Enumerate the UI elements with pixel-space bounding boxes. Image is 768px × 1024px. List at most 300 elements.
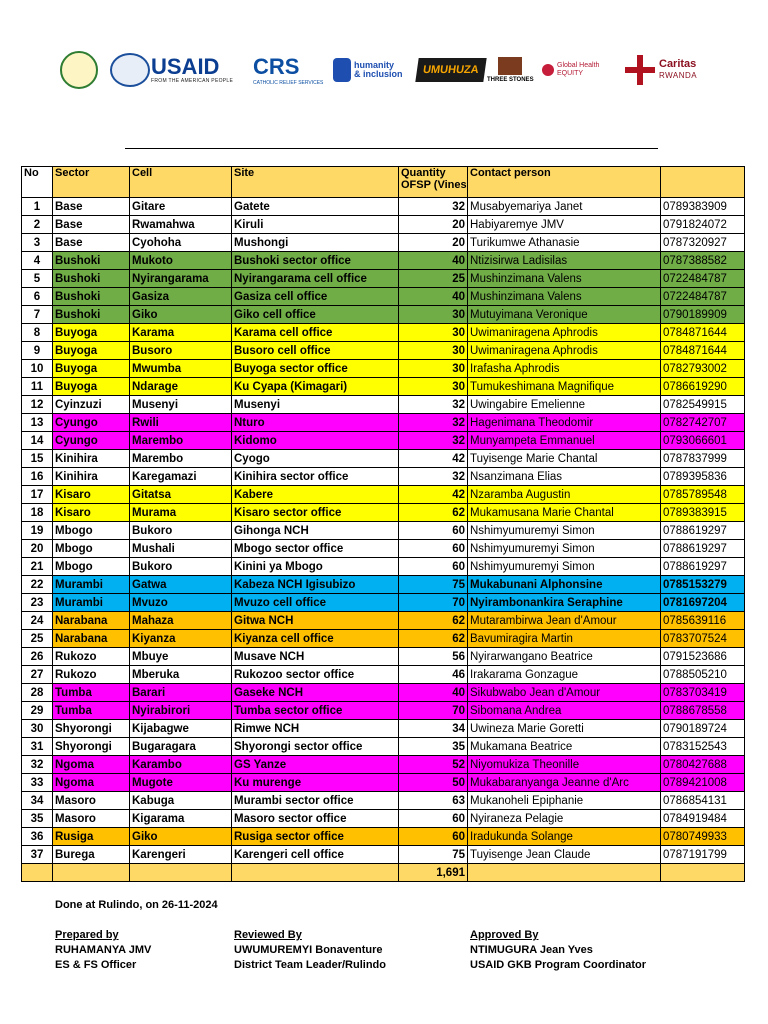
cell-sector: Ngoma bbox=[53, 774, 130, 792]
cell-phone: 0789383915 bbox=[661, 504, 745, 522]
crs-logo bbox=[253, 48, 323, 92]
cell-no: 8 bbox=[22, 324, 53, 342]
cell-no: 2 bbox=[22, 216, 53, 234]
cell-qty: 20 bbox=[399, 216, 468, 234]
cell-phone: 0784871644 bbox=[661, 342, 745, 360]
ghe-text-2: EQUITY bbox=[557, 70, 584, 77]
cell-site: Musave NCH bbox=[232, 648, 399, 666]
cell-qty: 63 bbox=[399, 792, 468, 810]
cell-qty: 42 bbox=[399, 450, 468, 468]
cell-site: Nyirangarama cell office bbox=[232, 270, 399, 288]
cell-phone: 0788619297 bbox=[661, 558, 745, 576]
cell-site: Kinihira sector office bbox=[232, 468, 399, 486]
table-row bbox=[22, 720, 745, 738]
cell-contact: Mukamusana Marie Chantal bbox=[468, 504, 661, 522]
cell-sector: Tumba bbox=[53, 684, 130, 702]
cell-sector: Shyorongi bbox=[53, 738, 130, 756]
table-row bbox=[22, 612, 745, 630]
cell-phone: 0782742707 bbox=[661, 414, 745, 432]
table-row bbox=[22, 738, 745, 756]
table-row bbox=[22, 198, 745, 216]
cell-contact: Nshimyumuremyi Simon bbox=[468, 522, 661, 540]
header-phone bbox=[661, 167, 745, 198]
cell-no: 16 bbox=[22, 468, 53, 486]
cell-no: 30 bbox=[22, 720, 53, 738]
cell-no: 18 bbox=[22, 504, 53, 522]
cell-contact: Mukanoheli Epiphanie bbox=[468, 792, 661, 810]
cell-contact: Mutarambirwa Jean d'Amour bbox=[468, 612, 661, 630]
table-row bbox=[22, 288, 745, 306]
approved-name: NTIMUGURA Jean Yves bbox=[470, 944, 593, 956]
header-quantity-line1: Quantity bbox=[401, 167, 446, 179]
cell-cell: Kigarama bbox=[130, 810, 232, 828]
cell-contact: Nsanzimana Elias bbox=[468, 468, 661, 486]
rwanda-seal-logo bbox=[60, 48, 98, 92]
cell-site: Kabere bbox=[232, 486, 399, 504]
table-header-row bbox=[22, 167, 745, 198]
cell-qty: 60 bbox=[399, 558, 468, 576]
cell-phone: 0790189724 bbox=[661, 720, 745, 738]
cell-contact: Nzaramba Augustin bbox=[468, 486, 661, 504]
cell-sector: Base bbox=[53, 216, 130, 234]
header-site: Site bbox=[232, 167, 399, 198]
cell-site: Gaseke NCH bbox=[232, 684, 399, 702]
three-stones-text: THREE STONES bbox=[487, 76, 534, 83]
cell-phone: 0787837999 bbox=[661, 450, 745, 468]
global-health-equity-logo bbox=[542, 48, 599, 92]
table-row bbox=[22, 666, 745, 684]
total-empty-cell bbox=[232, 864, 399, 882]
cell-sector: Murambi bbox=[53, 576, 130, 594]
cell-contact: Mushinzimana Valens bbox=[468, 288, 661, 306]
cell-qty: 25 bbox=[399, 270, 468, 288]
cell-no: 28 bbox=[22, 684, 53, 702]
cell-qty: 60 bbox=[399, 540, 468, 558]
cell-phone: 0788619297 bbox=[661, 540, 745, 558]
cell-phone: 0785789548 bbox=[661, 486, 745, 504]
table-row bbox=[22, 450, 745, 468]
reviewed-name: UWUMUREMYI Bonaventure bbox=[234, 944, 383, 956]
cell-no: 5 bbox=[22, 270, 53, 288]
table-row bbox=[22, 468, 745, 486]
cell-no: 36 bbox=[22, 828, 53, 846]
cell-sector: Buyoga bbox=[53, 378, 130, 396]
cell-cell: Gitatsa bbox=[130, 486, 232, 504]
cell-phone: 0783707524 bbox=[661, 630, 745, 648]
cell-contact: Tuyisenge Jean Claude bbox=[468, 846, 661, 864]
cell-phone: 0780427688 bbox=[661, 756, 745, 774]
cell-no: 3 bbox=[22, 234, 53, 252]
cell-site: Busoro cell office bbox=[232, 342, 399, 360]
table-row bbox=[22, 396, 745, 414]
cell-contact: Niyomukiza Theonille bbox=[468, 756, 661, 774]
cell-contact: Nshimyumuremyi Simon bbox=[468, 558, 661, 576]
header-quantity-line2: OFSP (Vines bbox=[401, 179, 467, 191]
cell-cell: Ndarage bbox=[130, 378, 232, 396]
cell-qty: 34 bbox=[399, 720, 468, 738]
cell-phone: 0789395836 bbox=[661, 468, 745, 486]
cell-contact: Uwimaniragena Aphrodis bbox=[468, 324, 661, 342]
caritas-text: Caritas bbox=[659, 58, 697, 70]
cell-qty: 75 bbox=[399, 846, 468, 864]
cell-qty: 40 bbox=[399, 684, 468, 702]
cell-sector: Rukozo bbox=[53, 648, 130, 666]
table-row bbox=[22, 342, 745, 360]
cell-contact: Irafasha Aphrodis bbox=[468, 360, 661, 378]
cell-contact: Nyirarwangano Beatrice bbox=[468, 648, 661, 666]
title-underline bbox=[125, 148, 658, 149]
umuhuza-text: UMUHUZA bbox=[415, 58, 486, 82]
total-empty-cell bbox=[53, 864, 130, 882]
cell-qty: 62 bbox=[399, 504, 468, 522]
cell-site: Rusiga sector office bbox=[232, 828, 399, 846]
cell-phone: 0783703419 bbox=[661, 684, 745, 702]
cell-qty: 60 bbox=[399, 810, 468, 828]
cell-sector: Buyoga bbox=[53, 360, 130, 378]
cell-phone: 0722484787 bbox=[661, 270, 745, 288]
cell-phone: 0787320927 bbox=[661, 234, 745, 252]
cell-cell: Rwamahwa bbox=[130, 216, 232, 234]
cell-contact: Bavumiragira Martin bbox=[468, 630, 661, 648]
table-row bbox=[22, 756, 745, 774]
cell-site: Bushoki sector office bbox=[232, 252, 399, 270]
cell-qty: 42 bbox=[399, 486, 468, 504]
approved-block bbox=[470, 928, 646, 973]
cell-phone: 0787388582 bbox=[661, 252, 745, 270]
cell-cell: Mvuzo bbox=[130, 594, 232, 612]
cell-site: Rimwe NCH bbox=[232, 720, 399, 738]
cell-site: Karama cell office bbox=[232, 324, 399, 342]
cell-site: Kiruli bbox=[232, 216, 399, 234]
cell-contact: Uwimaniragena Aphrodis bbox=[468, 342, 661, 360]
district-seal-logo bbox=[110, 48, 150, 92]
cell-cell: Musenyi bbox=[130, 396, 232, 414]
cell-qty: 32 bbox=[399, 396, 468, 414]
cell-qty: 46 bbox=[399, 666, 468, 684]
cell-no: 34 bbox=[22, 792, 53, 810]
cell-sector: Mbogo bbox=[53, 558, 130, 576]
cell-sector: Buyoga bbox=[53, 324, 130, 342]
cell-site: Kinini ya Mbogo bbox=[232, 558, 399, 576]
cell-site: Cyogo bbox=[232, 450, 399, 468]
prepared-heading: Prepared by bbox=[55, 929, 119, 941]
hi-text-2: & inclusion bbox=[354, 69, 403, 79]
cell-cell: Giko bbox=[130, 828, 232, 846]
cell-qty: 32 bbox=[399, 468, 468, 486]
cell-qty: 62 bbox=[399, 630, 468, 648]
cell-phone: 0788505210 bbox=[661, 666, 745, 684]
cell-contact: Uwingabire Emelienne bbox=[468, 396, 661, 414]
cell-site: Kidomo bbox=[232, 432, 399, 450]
cell-sector: Bushoki bbox=[53, 270, 130, 288]
cell-site: Gihonga NCH bbox=[232, 522, 399, 540]
crs-text: CRS bbox=[253, 54, 300, 79]
cell-sector: Kinihira bbox=[53, 450, 130, 468]
table-row bbox=[22, 414, 745, 432]
table-row bbox=[22, 306, 745, 324]
cell-cell: Mugote bbox=[130, 774, 232, 792]
cell-qty: 32 bbox=[399, 432, 468, 450]
cell-sector: Cyungo bbox=[53, 432, 130, 450]
cell-no: 4 bbox=[22, 252, 53, 270]
cell-cell: Rwili bbox=[130, 414, 232, 432]
cell-contact: Mutuyimana Veronique bbox=[468, 306, 661, 324]
table-row bbox=[22, 828, 745, 846]
table-row bbox=[22, 540, 745, 558]
cell-site: Kiyanza cell office bbox=[232, 630, 399, 648]
table-row bbox=[22, 684, 745, 702]
cell-qty: 50 bbox=[399, 774, 468, 792]
approved-title: USAID GKB Program Coordinator bbox=[470, 959, 647, 971]
total-empty-cell bbox=[661, 864, 745, 882]
cell-contact: Musabyemariya Janet bbox=[468, 198, 661, 216]
cell-qty: 60 bbox=[399, 828, 468, 846]
cell-no: 21 bbox=[22, 558, 53, 576]
cell-site: Gitwa NCH bbox=[232, 612, 399, 630]
cell-cell: Marembo bbox=[130, 432, 232, 450]
cell-phone: 0791824072 bbox=[661, 216, 745, 234]
cell-qty: 70 bbox=[399, 594, 468, 612]
cell-cell: Mushali bbox=[130, 540, 232, 558]
cell-no: 24 bbox=[22, 612, 53, 630]
caritas-rwanda-logo bbox=[625, 48, 697, 92]
cell-contact: Tumukeshimana Magnifique bbox=[468, 378, 661, 396]
cell-no: 9 bbox=[22, 342, 53, 360]
cell-contact: Mushinzimana Valens bbox=[468, 270, 661, 288]
cell-no: 7 bbox=[22, 306, 53, 324]
cell-phone: 0785639116 bbox=[661, 612, 745, 630]
cell-cell: Kijabagwe bbox=[130, 720, 232, 738]
table-row bbox=[22, 774, 745, 792]
table-row bbox=[22, 558, 745, 576]
cell-site: Ku murenge bbox=[232, 774, 399, 792]
three-stones-logo bbox=[487, 48, 534, 92]
cell-phone: 0782793002 bbox=[661, 360, 745, 378]
table-row bbox=[22, 846, 745, 864]
cell-sector: Shyorongi bbox=[53, 720, 130, 738]
cell-cell: Mwumba bbox=[130, 360, 232, 378]
cell-qty: 70 bbox=[399, 702, 468, 720]
table-row bbox=[22, 594, 745, 612]
cell-qty: 40 bbox=[399, 288, 468, 306]
cell-site: Mvuzo cell office bbox=[232, 594, 399, 612]
cell-phone: 0722484787 bbox=[661, 288, 745, 306]
cell-cell: Mberuka bbox=[130, 666, 232, 684]
header-quantity bbox=[399, 167, 468, 198]
cell-site: Mushongi bbox=[232, 234, 399, 252]
cell-sector: Murambi bbox=[53, 594, 130, 612]
cell-no: 20 bbox=[22, 540, 53, 558]
cell-phone: 0788619297 bbox=[661, 522, 745, 540]
cell-no: 35 bbox=[22, 810, 53, 828]
cell-cell: Marembo bbox=[130, 450, 232, 468]
cell-no: 10 bbox=[22, 360, 53, 378]
cell-phone: 0789421008 bbox=[661, 774, 745, 792]
header-contact: Contact person bbox=[468, 167, 661, 198]
table-row bbox=[22, 630, 745, 648]
cell-no: 19 bbox=[22, 522, 53, 540]
table-row bbox=[22, 360, 745, 378]
cell-qty: 32 bbox=[399, 414, 468, 432]
cell-qty: 30 bbox=[399, 360, 468, 378]
cell-site: Ku Cyapa (Kimagari) bbox=[232, 378, 399, 396]
cell-sector: Tumba bbox=[53, 702, 130, 720]
table-row bbox=[22, 216, 745, 234]
approved-heading: Approved By bbox=[470, 929, 539, 941]
cell-site: Musenyi bbox=[232, 396, 399, 414]
cell-contact: Mukabaranyanga Jeanne d'Arc bbox=[468, 774, 661, 792]
table-row bbox=[22, 252, 745, 270]
cell-cell: Gasiza bbox=[130, 288, 232, 306]
cell-no: 37 bbox=[22, 846, 53, 864]
table-row bbox=[22, 270, 745, 288]
total-empty-cell bbox=[468, 864, 661, 882]
cell-site: Rukozoo sector office bbox=[232, 666, 399, 684]
cell-site: Masoro sector office bbox=[232, 810, 399, 828]
cell-no: 22 bbox=[22, 576, 53, 594]
cell-site: Gatete bbox=[232, 198, 399, 216]
cell-no: 12 bbox=[22, 396, 53, 414]
cell-contact: Mukamana Beatrice bbox=[468, 738, 661, 756]
cell-cell: Bukoro bbox=[130, 522, 232, 540]
cell-site: Buyoga sector office bbox=[232, 360, 399, 378]
cell-phone: 0784871644 bbox=[661, 324, 745, 342]
hi-text-1: humanity bbox=[354, 60, 395, 70]
crs-tagline: CATHOLIC RELIEF SERVICES bbox=[253, 80, 324, 86]
cell-contact: Irakarama Gonzague bbox=[468, 666, 661, 684]
cell-sector: Kisaro bbox=[53, 504, 130, 522]
cell-sector: Bushoki bbox=[53, 252, 130, 270]
cell-site: Kabeza NCH Igisubizo bbox=[232, 576, 399, 594]
cell-contact: Sikubwabo Jean d'Amour bbox=[468, 684, 661, 702]
cell-site: Murambi sector office bbox=[232, 792, 399, 810]
cell-phone: 0785153279 bbox=[661, 576, 745, 594]
cell-qty: 60 bbox=[399, 522, 468, 540]
table-row bbox=[22, 504, 745, 522]
cell-phone: 0783152543 bbox=[661, 738, 745, 756]
cell-no: 13 bbox=[22, 414, 53, 432]
cell-qty: 56 bbox=[399, 648, 468, 666]
table-row bbox=[22, 792, 745, 810]
cell-no: 11 bbox=[22, 378, 53, 396]
cell-contact: Nshimyumuremyi Simon bbox=[468, 540, 661, 558]
cell-qty: 30 bbox=[399, 306, 468, 324]
logo-strip bbox=[55, 48, 735, 92]
cell-sector: Cyinzuzi bbox=[53, 396, 130, 414]
usaid-logo bbox=[151, 48, 233, 92]
cell-contact: Turikumwe Athanasie bbox=[468, 234, 661, 252]
cell-phone: 0782549915 bbox=[661, 396, 745, 414]
cell-cell: Mahaza bbox=[130, 612, 232, 630]
distribution-table bbox=[21, 166, 745, 882]
cell-sector: Rukozo bbox=[53, 666, 130, 684]
cell-phone: 0780749933 bbox=[661, 828, 745, 846]
total-row bbox=[22, 864, 745, 882]
cell-cell: Nyirabirori bbox=[130, 702, 232, 720]
header-no: No bbox=[22, 167, 53, 198]
cell-no: 1 bbox=[22, 198, 53, 216]
cell-sector: Kisaro bbox=[53, 486, 130, 504]
cell-cell: Bukoro bbox=[130, 558, 232, 576]
cell-qty: 30 bbox=[399, 324, 468, 342]
cell-sector: Kinihira bbox=[53, 468, 130, 486]
cell-sector: Rusiga bbox=[53, 828, 130, 846]
cell-phone: 0781697204 bbox=[661, 594, 745, 612]
cell-cell: Gitare bbox=[130, 198, 232, 216]
cell-qty: 52 bbox=[399, 756, 468, 774]
prepared-block bbox=[55, 928, 151, 973]
cell-qty: 40 bbox=[399, 252, 468, 270]
cell-no: 29 bbox=[22, 702, 53, 720]
table-row bbox=[22, 378, 745, 396]
cell-no: 31 bbox=[22, 738, 53, 756]
cell-cell: Karengeri bbox=[130, 846, 232, 864]
cell-cell: Cyohoha bbox=[130, 234, 232, 252]
cell-no: 32 bbox=[22, 756, 53, 774]
cell-site: Karengeri cell office bbox=[232, 846, 399, 864]
cell-sector: Mbogo bbox=[53, 540, 130, 558]
cell-no: 15 bbox=[22, 450, 53, 468]
cell-sector: Narabana bbox=[53, 612, 130, 630]
cell-cell: Giko bbox=[130, 306, 232, 324]
cell-sector: Buyoga bbox=[53, 342, 130, 360]
cell-contact: Uwineza Marie Goretti bbox=[468, 720, 661, 738]
cell-cell: Busoro bbox=[130, 342, 232, 360]
cell-site: Mbogo sector office bbox=[232, 540, 399, 558]
cell-cell: Karambo bbox=[130, 756, 232, 774]
cell-qty: 20 bbox=[399, 234, 468, 252]
cell-sector: Masoro bbox=[53, 810, 130, 828]
ghe-text-1: Global Health bbox=[557, 62, 600, 69]
cell-phone: 0786854131 bbox=[661, 792, 745, 810]
cell-contact: Tuyisenge Marie Chantal bbox=[468, 450, 661, 468]
humanity-inclusion-logo bbox=[333, 48, 403, 92]
cell-no: 23 bbox=[22, 594, 53, 612]
usaid-tagline: FROM THE AMERICAN PEOPLE bbox=[151, 77, 234, 84]
cell-cell: Murama bbox=[130, 504, 232, 522]
cell-site: GS Yanze bbox=[232, 756, 399, 774]
cell-contact: Hagenimana Theodomir bbox=[468, 414, 661, 432]
cell-no: 33 bbox=[22, 774, 53, 792]
cell-phone: 0786619290 bbox=[661, 378, 745, 396]
total-quantity: 1,691 bbox=[399, 864, 468, 882]
cell-qty: 35 bbox=[399, 738, 468, 756]
cell-no: 14 bbox=[22, 432, 53, 450]
cell-phone: 0791523686 bbox=[661, 648, 745, 666]
cell-cell: Karegamazi bbox=[130, 468, 232, 486]
cell-cell: Karama bbox=[130, 324, 232, 342]
cell-contact: Iradukunda Solange bbox=[468, 828, 661, 846]
table-row bbox=[22, 486, 745, 504]
cell-site: Nturo bbox=[232, 414, 399, 432]
cell-contact: Mukabunani Alphonsine bbox=[468, 576, 661, 594]
table-row bbox=[22, 324, 745, 342]
total-empty-cell bbox=[130, 864, 232, 882]
cell-qty: 30 bbox=[399, 378, 468, 396]
cell-no: 27 bbox=[22, 666, 53, 684]
table-row bbox=[22, 234, 745, 252]
cell-sector: Cyungo bbox=[53, 414, 130, 432]
cell-contact: Habiyaremye JMV bbox=[468, 216, 661, 234]
cell-sector: Mbogo bbox=[53, 522, 130, 540]
prepared-name: RUHAMANYA JMV bbox=[55, 944, 152, 956]
cell-sector: Base bbox=[53, 234, 130, 252]
cell-site: Giko cell office bbox=[232, 306, 399, 324]
table-row bbox=[22, 522, 745, 540]
cell-cell: Bugaragara bbox=[130, 738, 232, 756]
table-row bbox=[22, 576, 745, 594]
done-line: Done at Rulindo, on 26-11-2024 bbox=[55, 899, 218, 911]
